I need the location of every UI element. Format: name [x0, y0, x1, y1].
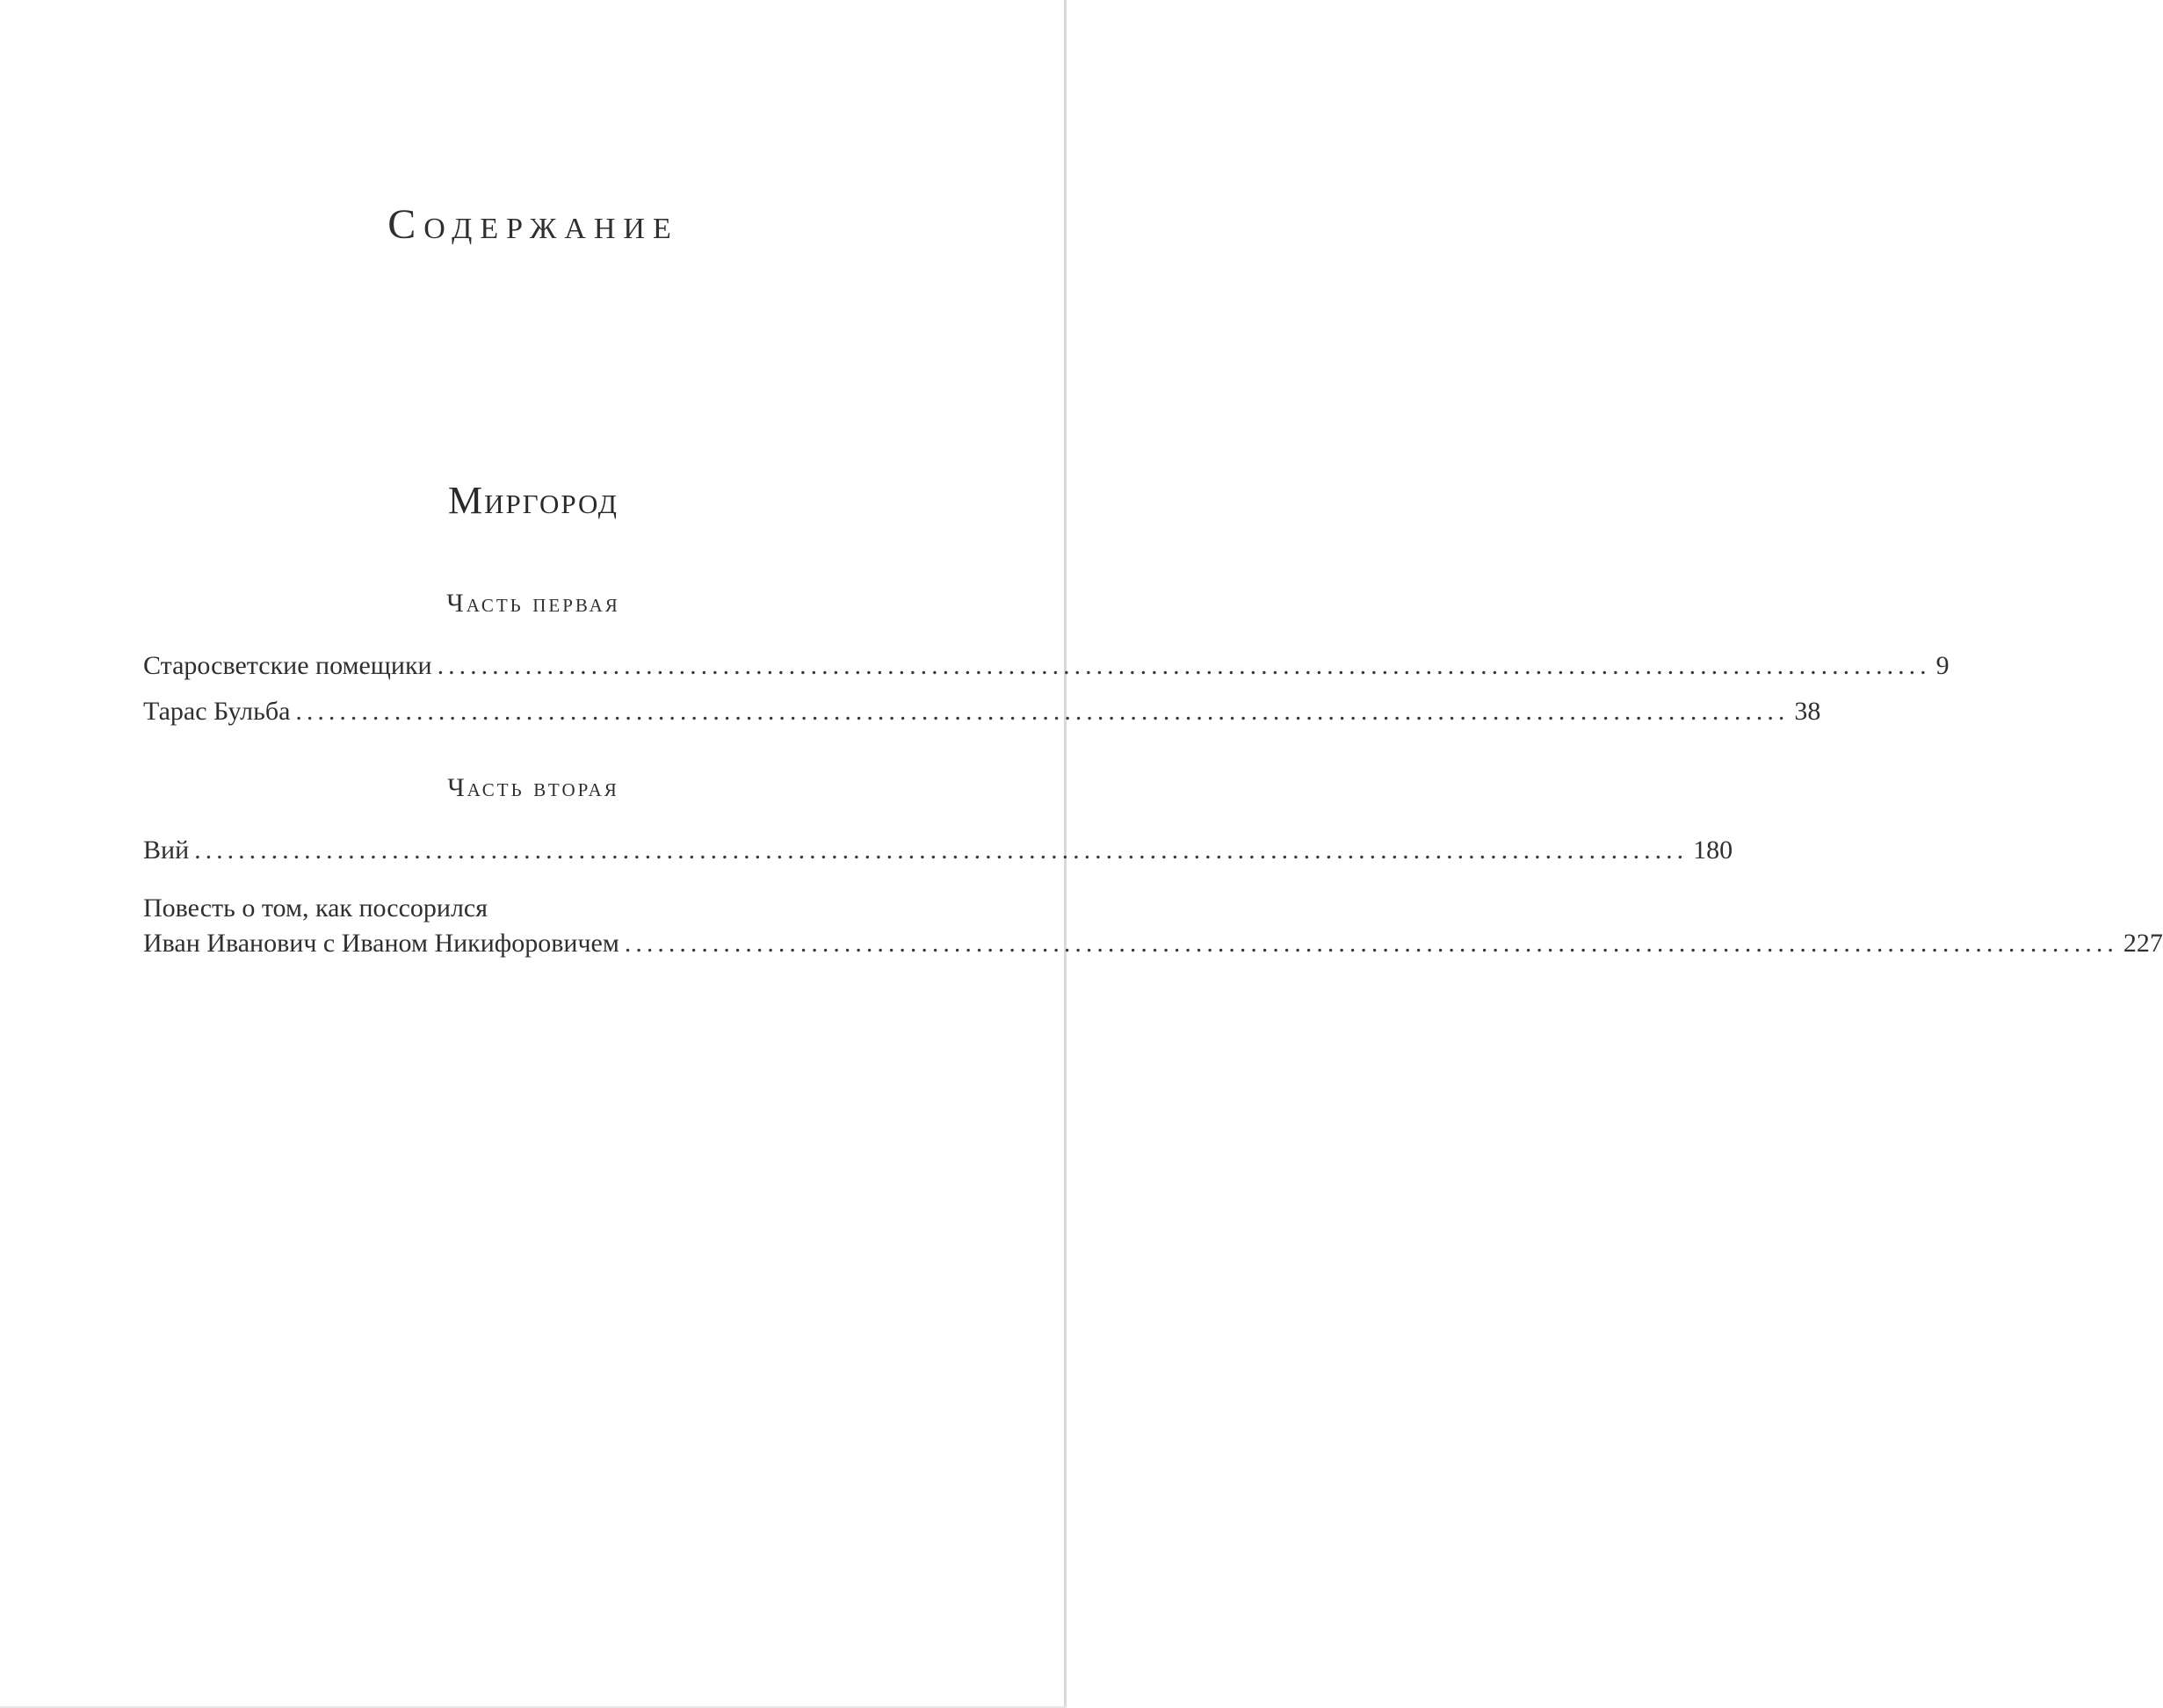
- toc-entry-title-line1: Повесть о том, как поссорился: [143, 894, 488, 923]
- toc-entry-page: 227: [2123, 929, 2163, 958]
- toc-entry[interactable]: [143, 694, 1821, 729]
- dot-leader: ........................................................................................................................................: [194, 836, 1689, 865]
- toc-entry-title: Тарас Бульба: [143, 697, 291, 726]
- toc-entry-page: 38: [1794, 697, 1821, 726]
- toc-entry[interactable]: [143, 891, 2163, 961]
- dot-leader: ........................................................................................................................................: [437, 651, 1931, 680]
- book-title: Миргород: [448, 479, 619, 522]
- dot-leader: ........................................................................................................................................: [295, 697, 1790, 726]
- page-title: Содержание: [387, 201, 679, 248]
- toc-entry-title: Старосветские помещики: [143, 651, 432, 680]
- toc-entry-page: 180: [1693, 836, 1733, 865]
- toc-entry-title-line2: Иван Иванович с Иваном Никифоровичем: [143, 929, 619, 958]
- toc-entry[interactable]: [143, 648, 1950, 684]
- dot-leader: ........................................................................................................................................: [624, 929, 2118, 958]
- toc-entry-page: 9: [1935, 651, 1950, 680]
- toc-entry[interactable]: [143, 833, 1733, 868]
- part-title-first: Часть первая: [446, 589, 620, 618]
- toc-entry-title: Вий: [143, 836, 190, 865]
- part-title-second: Часть вторая: [447, 773, 619, 802]
